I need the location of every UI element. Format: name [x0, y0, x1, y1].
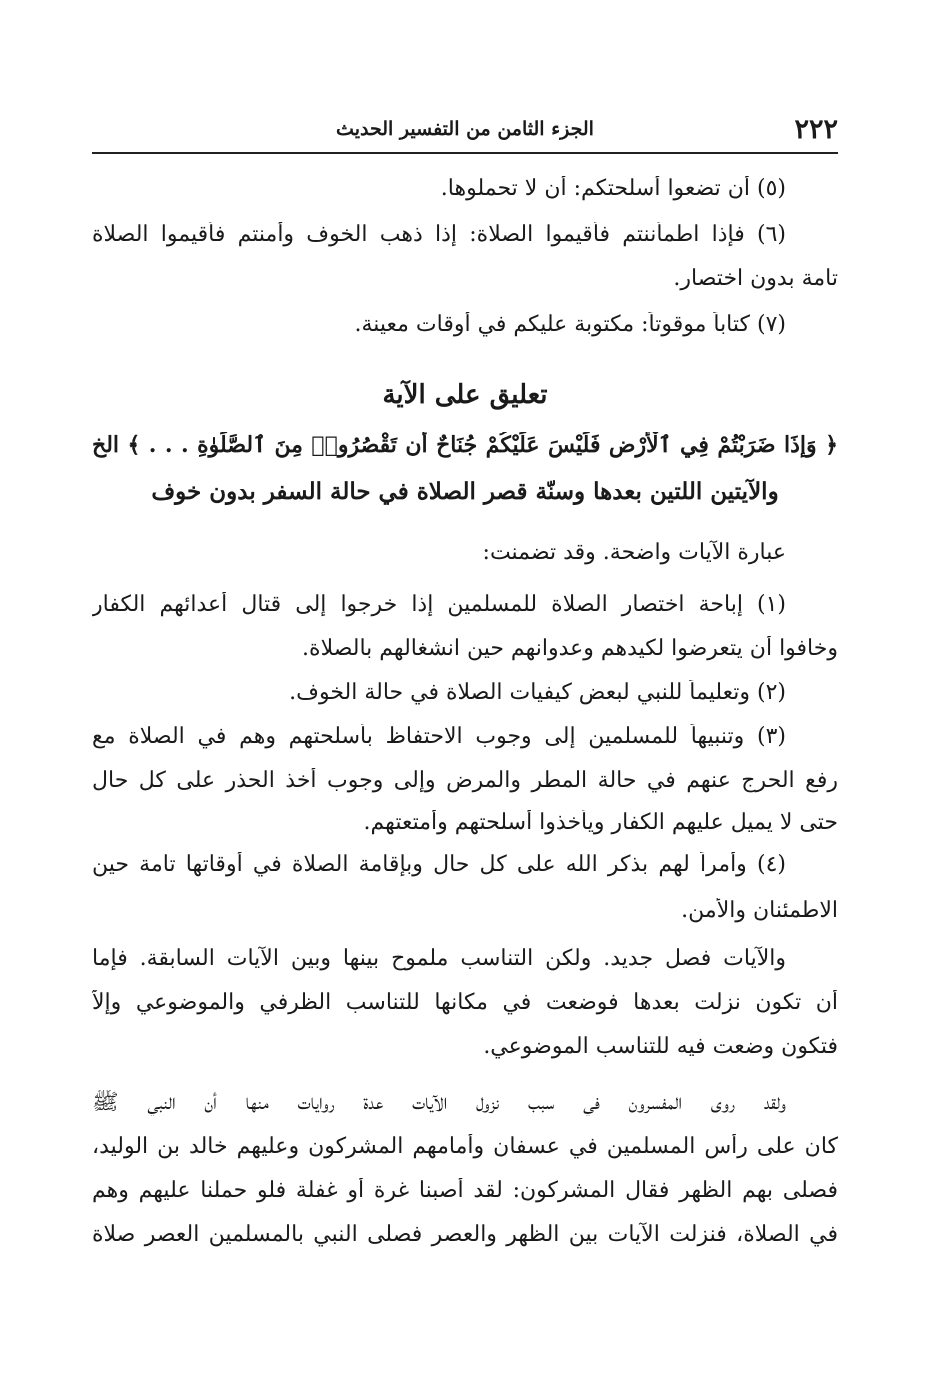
point-3-line-3: حتى لا يميل عليهم الكفار ويأخذوا أسلحتهم وأمتعتهم.	[363, 810, 838, 835]
paragraph-3-line-3: فصلى بهم الظهر فقال المشركون: لقد أصبنا غرة أو غفلة فلو حملنا عليهم وهم	[92, 1178, 838, 1203]
section-subtitle: والآيتين اللتين بعدها وسنّة قصر الصلاة في حالة السفر بدون خوف	[151, 478, 779, 505]
glossary-item-5: (٥) أن تضعوا أسلحتكم: أن لا تحملوها.	[440, 176, 786, 201]
paragraph-2-line-3: فتكون وضعت فيه للتناسب الموضوعي.	[483, 1034, 838, 1059]
page-header	[92, 108, 838, 154]
point-4-line-1: (٤) وأمراً لهم بذكر الله على كل حال وبإقامة الصلاة في أوقاتها تامة حين	[92, 852, 786, 877]
point-1-line-1: (١) إباحة اختصار الصلاة للمسلمين إذا خرجوا إلى قتال أعدائهم الكفار	[92, 592, 786, 617]
glossary-item-6: (٦) فإذا اطمأننتم فأقيموا الصلاة: إذا ذهب الخوف وأمنتم فأقيموا الصلاة	[92, 222, 786, 247]
paragraph-3-line-2: كان على رأس المسلمين في عسفان وأمامهم المشركون وعليهم خالد بن الوليد،	[92, 1134, 838, 1159]
point-1-line-2: وخافوا أن يتعرضوا لكيدهم وعدوانهم حين انشغالهم بالصلاة.	[302, 636, 838, 661]
point-4-line-2: الاطمئنان والأمن.	[681, 898, 838, 923]
point-3-line-1: (٣) وتنبيهاً للمسلمين إلى وجوب الاحتفاظ بأسلحتهم وهم في الصلاة مع	[92, 724, 786, 749]
quran-verse-heading: ﴿ وَإِذَا ضَرَبْتُمْ فِي ٱلْأَرْضِ فَلَيْسَ عَلَيْكُمْ جُنَاحٌ أَن تَقْصُرُوا۟ مِنَ ٱلصَّلَوٰةِ . . . ﴾ الخ	[92, 432, 838, 458]
paragraph-2-line-1: والآيات فصل جديد. ولكن التناسب ملموح بينها وبين الآيات السابقة. فإما	[92, 946, 786, 971]
paragraph-2-line-2: أن تكون نزلت بعدها فوضعت في مكانها للتناسب الظرفي والموضوعي وإلاّ	[92, 990, 838, 1015]
point-3-line-2: رفع الحرج عنهم في حالة المطر والمرض وإلى وجوب أخذ الحذر على كل حال	[92, 768, 838, 793]
paragraph-3-line-4: في الصلاة، فنزلت الآيات بين الظهر والعصر فصلى النبي بالمسلمين العصر صلاة	[92, 1222, 838, 1247]
glossary-item-6-continued: تامة بدون اختصار.	[673, 266, 838, 291]
running-title: الجزء الثامن من التفسير الحديث	[336, 118, 594, 140]
glossary-item-7: (٧) كتاباً موقوتاً: مكتوبة عليكم في أوقات معينة.	[354, 312, 786, 337]
paragraph-intro: عبارة الآيات واضحة. وقد تضمنت:	[482, 540, 786, 565]
point-2: (٢) وتعليماً للنبي لبعض كيفيات الصلاة في حالة الخوف.	[289, 680, 786, 705]
section-title: تعليق على الآية	[382, 380, 548, 410]
page-number: ٢٢٢	[794, 114, 838, 145]
paragraph-3-line-1: ولقد روى المفسرون في سبب نزول الآيات عدة روايات منها أن النبي ﷺ	[92, 1090, 786, 1115]
